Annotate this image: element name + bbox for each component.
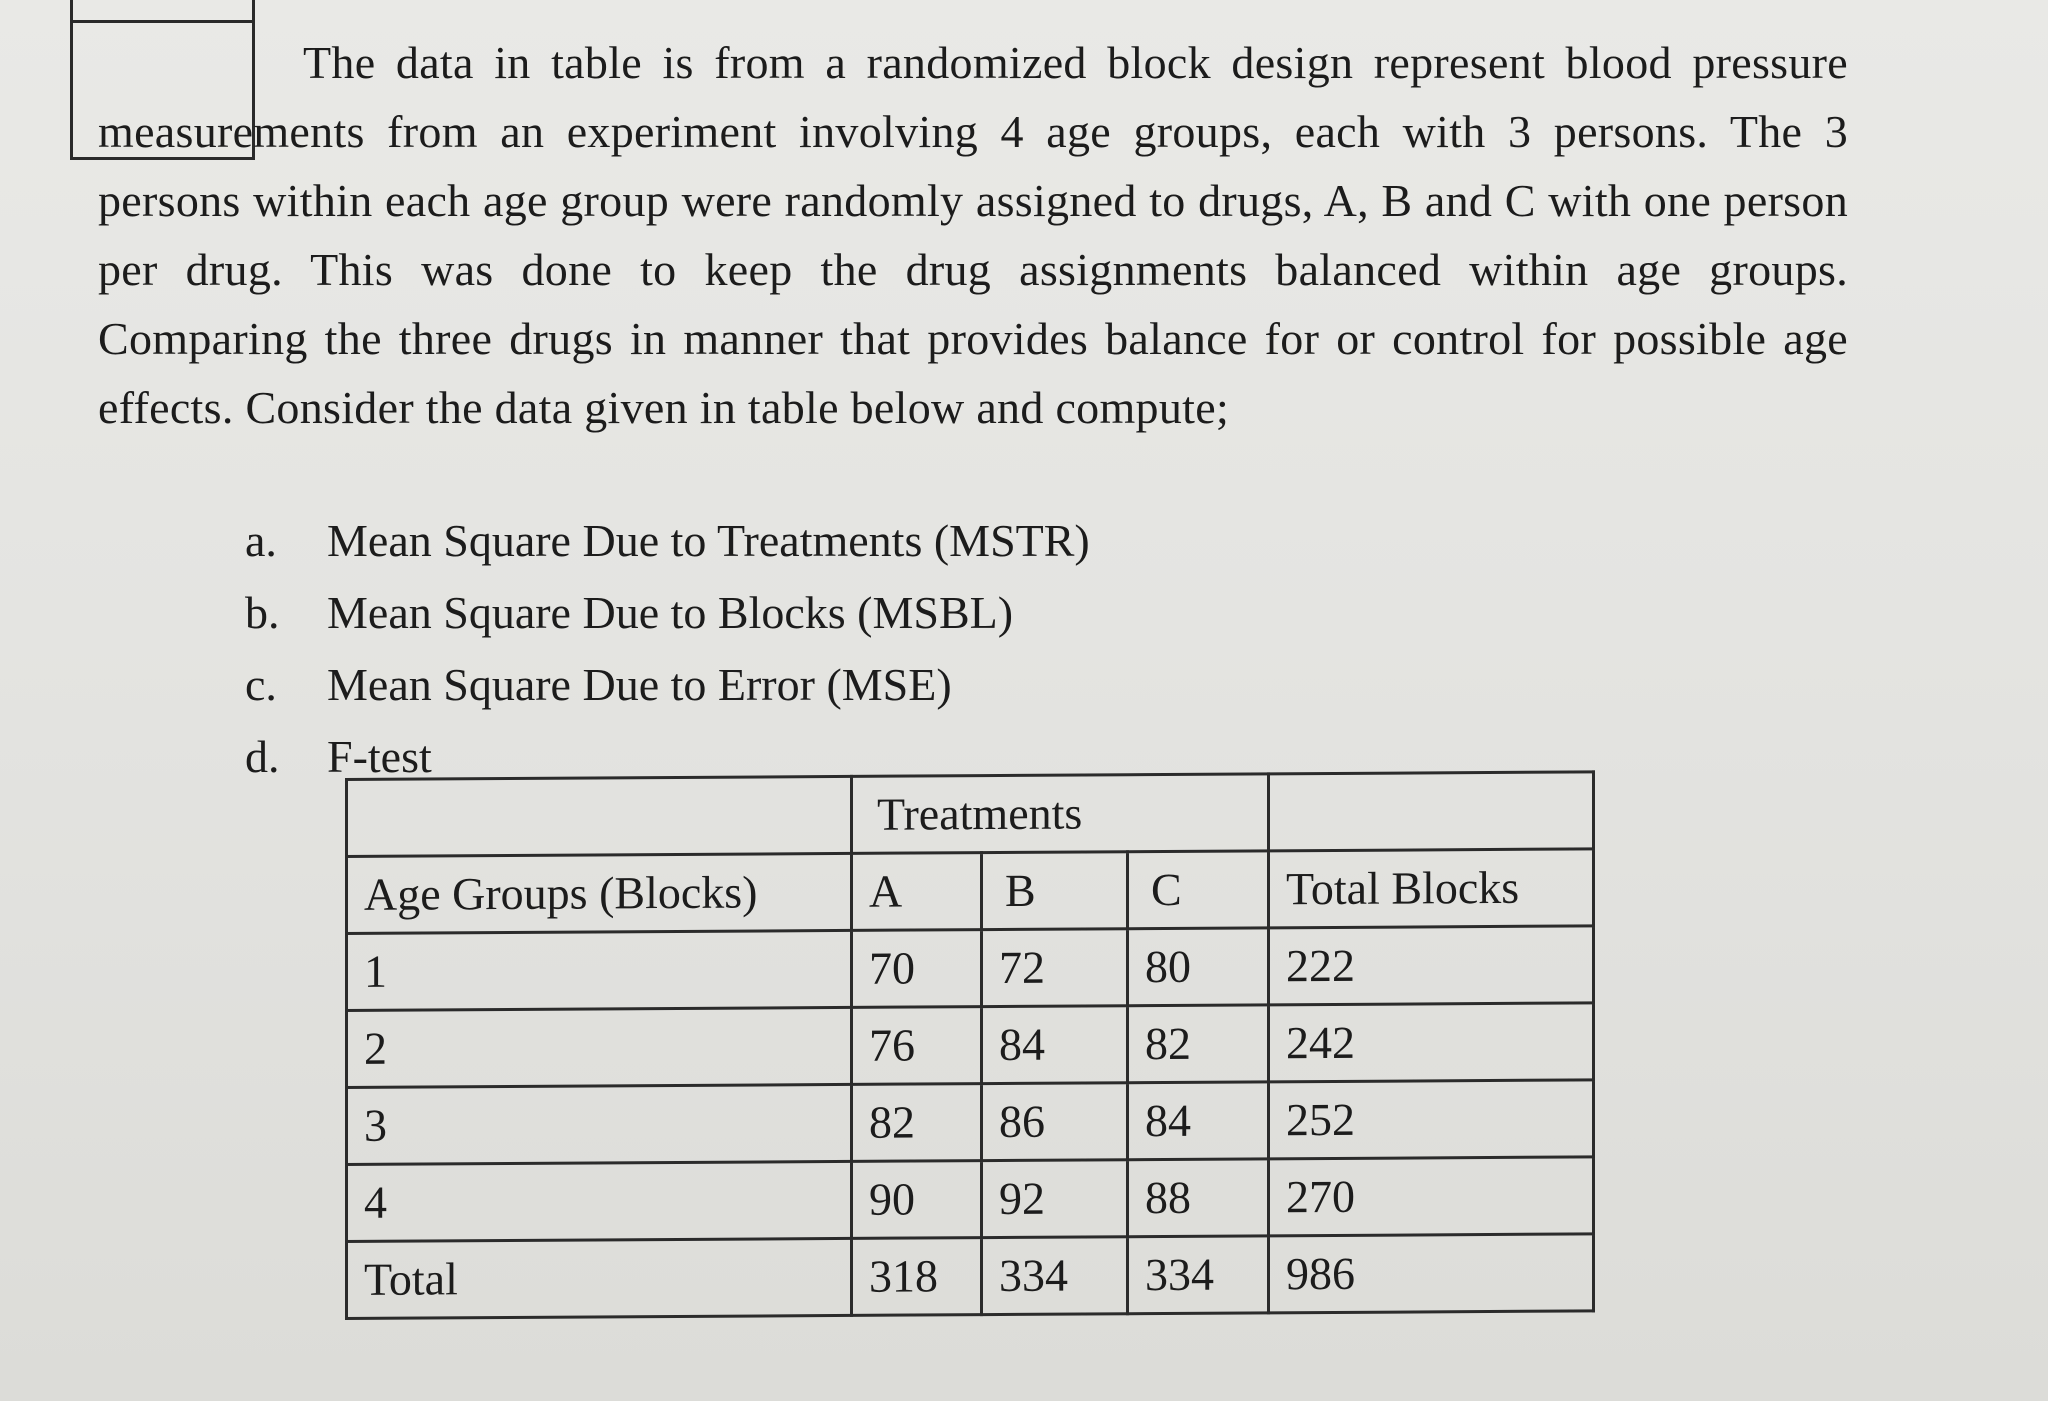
header-total-blocks: Total Blocks xyxy=(1269,849,1594,928)
header-age-groups: Age Groups (Blocks) xyxy=(347,853,852,933)
table-row xyxy=(347,1003,1594,1088)
table-row xyxy=(347,1157,1594,1242)
row-label: 4 xyxy=(347,1161,852,1241)
list-letter: b. xyxy=(245,587,280,638)
table-empty-cell xyxy=(347,776,852,856)
list-item xyxy=(245,577,1090,649)
table-group-header-row xyxy=(347,772,1594,857)
cell-b: 72 xyxy=(982,929,1128,1007)
cell-b: 92 xyxy=(982,1160,1128,1238)
cell-b: 84 xyxy=(982,1006,1128,1084)
list-item xyxy=(245,505,1090,577)
cell-a: 70 xyxy=(852,930,982,1008)
cell-total: 222 xyxy=(1269,926,1594,1005)
table-empty-cell xyxy=(1269,772,1594,851)
answer-box-top xyxy=(70,0,255,20)
list-letter: d. xyxy=(245,731,280,782)
table-total-row xyxy=(347,1234,1594,1319)
list-text: Mean Square Due to Treatments (MSTR) xyxy=(327,515,1090,566)
row-label: Total xyxy=(347,1238,852,1318)
row-label: 1 xyxy=(347,930,852,1010)
cell-total: 270 xyxy=(1269,1157,1594,1236)
cell-a: 90 xyxy=(852,1161,982,1239)
cell-a: 82 xyxy=(852,1084,982,1162)
cell-c: 88 xyxy=(1128,1159,1269,1237)
problem-paragraph: The data in table is from a randomized block design represent blood pressure measurements from an experiment involving 4 age groups, each with 3 persons. The 3 persons within each age group were randomly assigned to drugs, A, B and C with one person per drug. This was done to keep the drug assignments balanced within age groups. Comparing the three drugs in manner that provides balance for or control for possible age effects. Consider the data given in table below and compute; xyxy=(98,37,1848,433)
list-text: Mean Square Due to Error (MSE) xyxy=(327,659,952,710)
table-row xyxy=(347,926,1594,1011)
row-label: 2 xyxy=(347,1007,852,1087)
cell-b: 334 xyxy=(982,1237,1128,1315)
list-text: Mean Square Due to Blocks (MSBL) xyxy=(327,587,1014,638)
header-a: A xyxy=(852,853,982,931)
cell-total: 242 xyxy=(1269,1003,1594,1082)
blood-pressure-table xyxy=(345,770,1595,1320)
cell-total: 986 xyxy=(1269,1234,1594,1313)
cell-c: 84 xyxy=(1128,1082,1269,1160)
treatments-header: Treatments xyxy=(852,774,1269,854)
header-b: B xyxy=(982,852,1128,930)
cell-a: 318 xyxy=(852,1238,982,1316)
row-label: 3 xyxy=(347,1084,852,1164)
table-header-row xyxy=(347,849,1594,934)
list-item xyxy=(245,649,1090,721)
cell-b: 86 xyxy=(982,1083,1128,1161)
cell-c: 82 xyxy=(1128,1005,1269,1083)
cell-c: 80 xyxy=(1128,928,1269,1006)
list-text: F-test xyxy=(327,731,432,782)
question-list xyxy=(245,505,1090,793)
header-c: C xyxy=(1128,851,1269,929)
table-row xyxy=(347,1080,1594,1165)
cell-total: 252 xyxy=(1269,1080,1594,1159)
list-letter: c. xyxy=(245,659,277,710)
cell-a: 76 xyxy=(852,1007,982,1085)
list-letter: a. xyxy=(245,515,277,566)
cell-c: 334 xyxy=(1128,1236,1269,1314)
